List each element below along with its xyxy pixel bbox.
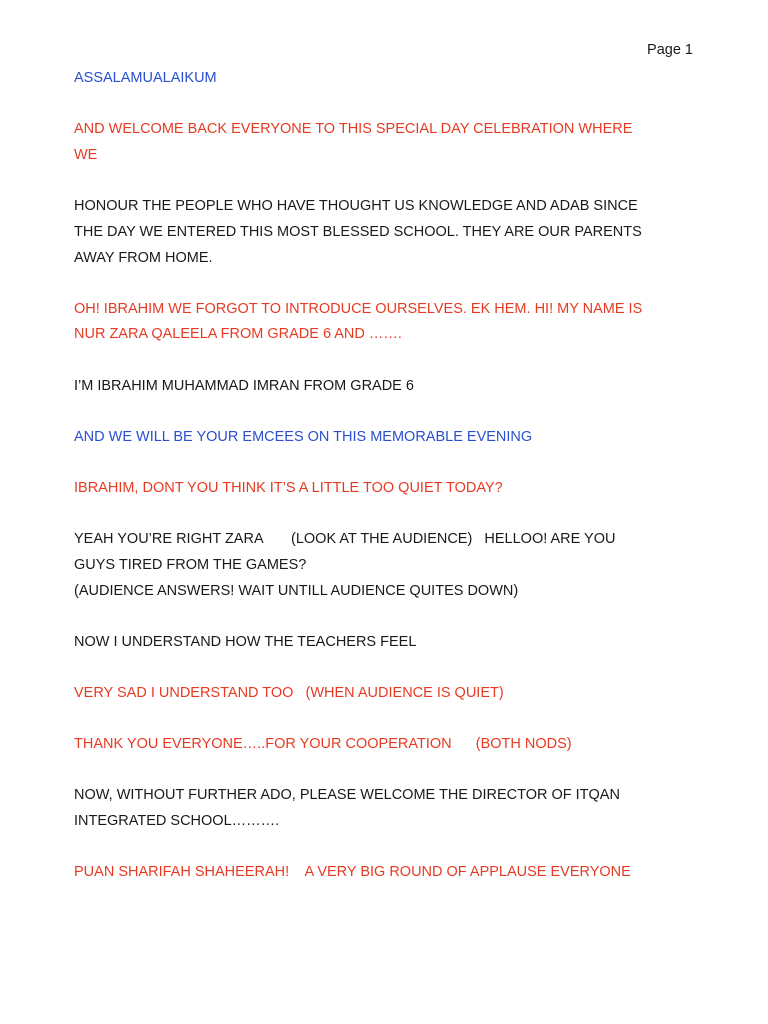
script-line: ASSALAMUALAIKUM <box>74 70 217 86</box>
script-line: NOW I UNDERSTAND HOW THE TEACHERS FEEL <box>74 633 417 650</box>
script-line: (AUDIENCE ANSWERS! WAIT UNTILL AUDIENCE QUITES DOWN) <box>74 582 519 599</box>
script-line: IBRAHIM, DONT YOU THINK IT’S A LITTLE TOO QUIET TODAY? <box>74 480 503 497</box>
script-line: INTEGRATED SCHOOL………. <box>74 813 280 830</box>
script-line: AND WELCOME BACK EVERYONE TO THIS SPECIAL DAY CELEBRATION WHERE <box>74 121 633 138</box>
script-line: WE <box>74 146 98 163</box>
script-line: I’M IBRAHIM MUHAMMAD IMRAN FROM GRADE 6 <box>74 377 414 394</box>
script-line: THANK YOU EVERYONE…..FOR YOUR COOPERATION (BOTH NODS) <box>74 736 572 753</box>
script-line: VERY SAD I UNDERSTAND TOO (WHEN AUDIENCE IS QUIET) <box>74 685 504 702</box>
script-paragraph <box>74 117 704 168</box>
script-paragraph <box>74 297 704 348</box>
script-line: HONOUR THE PEOPLE WHO HAVE THOUGHT US KNOWLEDGE AND ADAB SINCE <box>74 198 638 215</box>
script-paragraph <box>74 860 704 886</box>
script-paragraph <box>74 527 704 604</box>
script-line: NOW, WITHOUT FURTHER ADO, PLEASE WELCOME THE DIRECTOR OF ITQAN <box>74 787 620 804</box>
script-line: THE DAY WE ENTERED THIS MOST BLESSED SCHOOL. THEY ARE OUR PARENTS <box>74 223 642 240</box>
script-paragraph <box>74 66 704 92</box>
script-line: AND WE WILL BE YOUR EMCEES ON THIS MEMORABLE EVENING <box>74 428 533 445</box>
script-line: YEAH YOU’RE RIGHT ZARA (LOOK AT THE AUDIENCE) HELLOO! ARE YOU <box>74 531 616 548</box>
page-number: Page 1 <box>647 42 693 58</box>
emcee-script <box>74 66 704 886</box>
script-paragraph <box>74 476 704 502</box>
script-line: AWAY FROM HOME. <box>74 249 213 266</box>
script-paragraph <box>74 374 704 400</box>
script-line: OH! IBRAHIM WE FORGOT TO INTRODUCE OURSELVES. EK HEM. HI! MY NAME IS <box>74 300 643 317</box>
script-paragraph <box>74 630 704 656</box>
script-line: PUAN SHARIFAH SHAHEERAH! A VERY BIG ROUND OF APPLAUSE EVERYONE <box>74 864 631 881</box>
script-paragraph <box>74 194 704 271</box>
script-line: NUR ZARA QALEELA FROM GRADE 6 AND ……. <box>74 326 402 343</box>
script-paragraph <box>74 681 704 707</box>
script-paragraph <box>74 783 704 834</box>
script-paragraph <box>74 425 704 451</box>
script-paragraph <box>74 732 704 758</box>
script-line: GUYS TIRED FROM THE GAMES? <box>74 556 307 573</box>
